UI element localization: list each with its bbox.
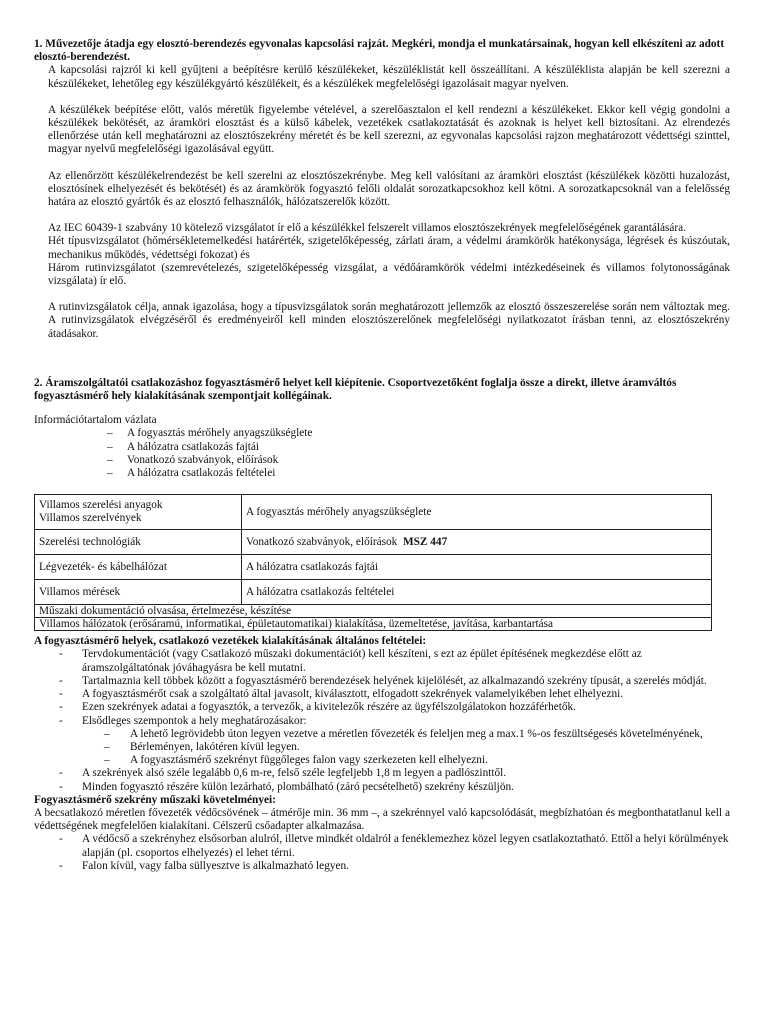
table-cell: Szerelési technológiák <box>35 530 242 555</box>
list-item: - Minden fogyasztó részére külön lezárható, plombálható (záró pecsételhető) szekrény készüljön. <box>59 781 730 794</box>
q1-paragraph: Az ellenőrzött készülékelrendezést be kell szerelni az elosztószekrénybe. Meg kell valósítani az áramköri elosztást (készülékek közötti huzalozást, elosztósínek elhelyezését és bekötését) és az áramkörök fogyasztó felőli oldalát sorozatkapcsokhoz kell kötni. A sorozatkapcsoknál van a felelősség határa az elosztó gyártók és az elosztó felhasználók, hálózatszerelők között. <box>48 169 730 209</box>
table-cell <box>242 530 712 555</box>
competency-table <box>34 494 712 631</box>
list-item: – A fogyasztásmérő szekrényt függőleges falon vagy szerkezeten kell elhelyezni. <box>104 754 730 767</box>
standard-code: MSZ 447 <box>402 535 448 548</box>
outline-title: Információtartalom vázlata <box>34 414 157 427</box>
list-item: - Tervdokumentációt (vagy Csatlakozó műszaki dokumentációt) kell készíteni, s ezt az épület építésének megkezdése előtt az áramszolgáltatónak jóváhagyásra be kell mutatni. <box>59 648 730 674</box>
cabinet-requirements-list <box>34 833 730 873</box>
general-conditions-list <box>34 648 730 793</box>
list-item: - Ezen szekrények adatai a fogyasztók, a tervezők, a kivitelezők részére az ügyfélszolgálatokon hozzáférhetők. <box>59 701 730 714</box>
table-row <box>35 618 712 631</box>
q1-paragraph: A készülékek beépítése előtt, valós méretük figyelembe vételével, a szerelőasztalon el kell rendezni a készülékeket. Ekkor kell végig gondolni a készülékek bekötését, az áramköri elosztást és a külső kábelek, vezetékek csatlakoztatását és azoknak is helyet kell biztosítani. Az elrendezés ellenőrzése után kell meghatározni az elosztószekrény méretét és be kell szerezni, az egyvonalas kapcsolási rajzon meghatározott védettségi szinttel, magyar nyelvű megfelelőségi igazolásával együtt. <box>48 103 730 156</box>
table-cell: A hálózatra csatlakozás feltételei <box>242 580 712 605</box>
list-item <box>59 715 730 768</box>
table-cell <box>35 495 242 530</box>
general-conditions-title: A fogyasztásmérő helyek, csatlakozó vezetékek kialakításának általános feltételei: <box>34 635 427 648</box>
cell-text: Villamos szerelési anyagok <box>39 499 163 512</box>
list-item: – A lehető legrövidebb úton legyen vezetve a méretlen fővezeték és feleljen meg a max.1 %-os feszültségesés követelményének, <box>104 728 730 741</box>
list-item: - A fogyasztásmérőt csak a szolgáltató által javasolt, kiválasztott, elfogadott szekrények valamelyikében lehet elhelyezni. <box>59 688 730 701</box>
table-row <box>35 605 712 618</box>
question-1-heading: 1. Művezetője átadja egy elosztó-berendezés egyvonalas kapcsolási rajzát. Megkéri, mondja el munkatársainak, hogyan kell elkészíteni az adott elosztó-berendezést. <box>34 38 725 64</box>
list-item: - Falon kívül, vagy falba süllyesztve is alkalmazható legyen. <box>59 860 730 873</box>
cell-text: Villamos szerelvények <box>39 512 142 525</box>
primary-aspects-list <box>82 728 730 768</box>
table-cell: Villamos hálózatok (erősáramú, informatikai, épületautomatikai) kialakítása, üzemeltetése, javítása, karbantartása <box>35 618 712 631</box>
table-row <box>35 530 712 555</box>
cabinet-requirements-title: Fogyasztásmérő szekrény műszaki követelményei: <box>34 793 276 806</box>
list-item: – Vonatkozó szabványok, előírások <box>107 454 730 467</box>
q1-paragraph: Három rutinvizsgálatot (szemrevételezés, szigetelőképesség vizsgálat, a védőáramkörök védelmi intézkedéseinek és villamos folytonosságának vizsgálata) ír elő. <box>48 261 730 288</box>
table-row <box>35 495 712 530</box>
list-item: - Tartalmaznia kell többek között a fogyasztásmérő berendezések helyének kijelölését, az alkalmazandó szekrény típusát, a szerelés módját. <box>59 675 730 688</box>
list-item: - A szekrények alsó széle legalább 0,6 m-re, felső széle legfeljebb 1,8 m legyen a padlószinttől. <box>59 767 730 780</box>
list-item: - A védőcső a szekrényhez elsősorban alulról, illetve mindkét oldalról a fenéklemezhez közel legyen csatlakoztatható. Ettől a helyi körülmények alapján (pl. csoportos elhelyezés) el lehet térni. <box>59 833 730 859</box>
table-cell: A hálózatra csatlakozás fajtái <box>242 555 712 580</box>
cell-text: Vonatkozó szabványok, előírások <box>246 535 398 548</box>
table-row <box>35 580 712 605</box>
list-item: – A fogyasztás mérőhely anyagszükséglete <box>107 427 730 440</box>
list-item-text: Elsődleges szempontok a hely meghatározásakor: <box>82 714 307 727</box>
table-cell: A fogyasztás mérőhely anyagszükséglete <box>242 495 712 530</box>
q1-paragraph: A kapcsolási rajzról ki kell gyűjteni a beépítésre kerülő készülékeket, készüléklistát kell összeállítani. A készüléklista alapján be kell szerezni a készülékeket, lehetőleg egy készülékgyártó készülékeit, és a készülékek megfelelőségi igazolásait magyar nyelven. <box>48 64 730 90</box>
table-cell: Légvezeték- és kábelhálózat <box>35 555 242 580</box>
cabinet-requirements-text: A becsatlakozó méretlen fővezeték védőcsövének – átmérője min. 36 mm –, a szekrénnyel való kapcsolódását, megbízhatóan és megbonthatatlanul kell a védettségének megfelelően kialakítani. Célszerű csőadapter alkalmazása. <box>34 806 730 833</box>
table-row <box>35 555 712 580</box>
q1-paragraph: Az IEC 60439-1 szabvány 10 kötelező vizsgálatot ír elő a készülékkel felszerelt villamos elosztószekrények megfelelőségének garantálására. <box>48 222 687 235</box>
list-item: – Bérleményen, lakótéren kívül legyen. <box>104 741 730 754</box>
table-cell: Műszaki dokumentáció olvasása, értelmezése, készítése <box>35 605 712 618</box>
list-item: – A hálózatra csatlakozás fajtái <box>107 441 730 454</box>
list-item: – A hálózatra csatlakozás feltételei <box>107 467 730 480</box>
table-cell: Villamos mérések <box>35 580 242 605</box>
q1-paragraph: Hét típusvizsgálatot (hőmérsékletemelkedési határérték, szigetelőképesség, zárlati áram, a védelmi áramkörök hatékonysága, légrések és kúszóutak, mechanikus működés, védettségi fokozat) és <box>48 235 730 261</box>
question-2-heading: 2. Áramszolgáltatói csatlakozáshoz fogyasztásmérő helyet kell kiépítenie. Csoportvezetőként foglalja össze a direkt, illetve áramváltós fogyasztásmérő hely kialakításának szempontjait kollégáinak. <box>34 376 677 403</box>
q1-paragraph: A rutinvizsgálatok célja, annak igazolása, hogy a típusvizsgálatok során meghatározott jellemzők az elosztó összeszerelése során nem változtak meg. A rutinvizsgálatok elvégzéséről és eredményeiről kell minden elosztószerelőnek megfelelőségi nyilatkozatot írásban tenni, az elosztószekrény átadásakor. <box>48 301 730 340</box>
document-page <box>34 38 730 873</box>
outline-list <box>34 427 730 480</box>
